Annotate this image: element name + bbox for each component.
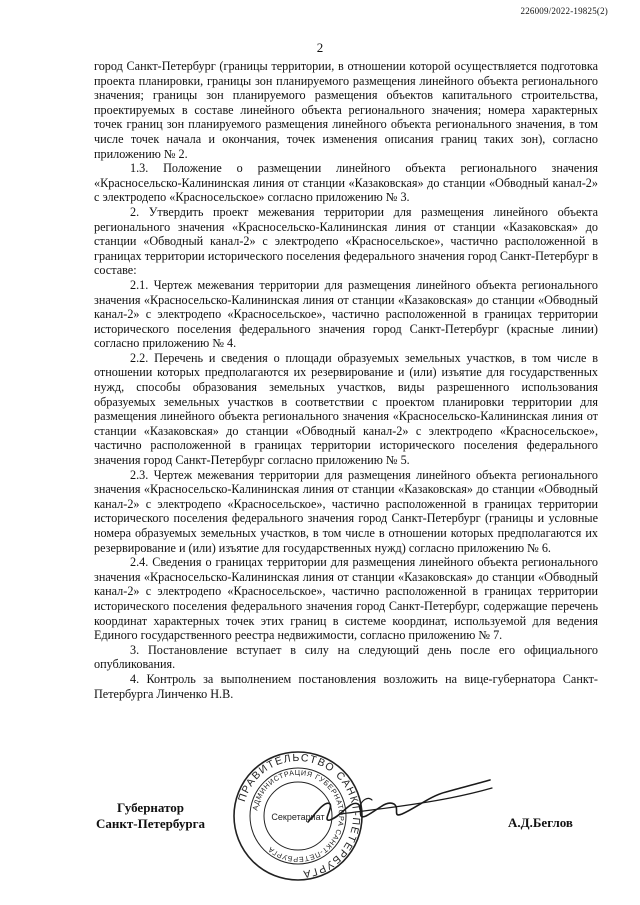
signatory-title-line2: Санкт-Петербурга xyxy=(96,816,205,831)
signatory-title xyxy=(96,800,205,832)
seal-outer-text: ПРАВИТЕЛЬСТВО САНКТ-ПЕТЕРБУРГА xyxy=(236,751,363,880)
paragraph: город Санкт-Петербург (границы территории, в отношении которой осуществляется подготовка проекта планировки, границы зон планируемого размещения линейного объекта регионального значения; границы зон планируемого размещения объектов капитального строительства, проектируемых в составе линейного объекта регионального значения; номера характерных точек границ зон планируемого размещения линейного объекта регионального значения, в том числе точек начала и окончания, точек изменения описания границ таких зон), согласно приложению № 2. xyxy=(94,59,598,161)
paragraph: 2. Утвердить проект межевания территории для размещения линейного объекта регионального значения «Красносельско-Калининская линия от станции «Казаковская» до станции «Обводный канал-2» с электродепо «Красносельское», частично расположенной в границах территории исторического поселения федерального значения город Санкт-Петербург в составе: xyxy=(94,204,598,278)
paragraph: 2.2. Перечень и сведения о площади образуемых земельных участков, в том числе в отношении которых предполагаются их резервирование и (или) изъятие для государственных нужд, способы образования земельных участков, виды разрешенного использования образуемых земельных участков в соответствии с проектом планировки территории для размещения линейного объекта регионального значения «Красносельско-Калининская линия от станции «Казаковская» до станции «Обводный канал-2» с электродепо «Красносельское», частично расположенной в границах территории исторического поселения федерального значения город Санкт-Петербург согласно приложению № 5. xyxy=(94,350,598,468)
seal-center-text: Секретариат xyxy=(271,812,325,822)
paragraph: 2.4. Сведения о границах территории для размещения линейного объекта регионального значения «Красносельско-Калининская линия от станции «Казаковская» до станции «Обводный канал-2» с электродепо «Красносельское», частично расположенной в границах территории исторического поселения федерального значения город Санкт-Петербург, содержащие перечень координат характерных точек этих границ в системе координат, используемой для ведения Единого государственного реестра недвижимости, согласно приложению № 7. xyxy=(94,555,598,643)
paragraph: 4. Контроль за выполнением постановления возложить на вице-губернатора Санкт-Петербурга Линченко Н.В. xyxy=(94,671,598,701)
paragraph: 2.1. Чертеж межевания территории для размещения линейного объекта регионального значения «Красносельско-Калининская линия от станции «Казаковская» до станции «Обводный канал-2» с электродепо «Красносельское», частично расположенной в границах территории исторического поселения федерального значения город Санкт-Петербург (красные линии) согласно приложению № 4. xyxy=(94,277,598,351)
paragraph: 2.3. Чертеж межевания территории для размещения линейного объекта регионального значения «Красносельско-Калининская линия от станции «Казаковская» до станции «Обводный канал-2» с электродепо «Красносельское», частично расположенной в границах территории исторического поселения федерального значения город Санкт-Петербург (границы и условные номера образуемых земельных участков, в том числе в отношении которых предполагаются их резервирование и (или) изъятие для государственных нужд) согласно приложению № 6. xyxy=(94,467,598,555)
paragraph: 1.3. Положение о размещении линейного объекта регионального значения «Красносельско-Калининская линия от станции «Казаковская» до станции «Обводный канал-2» с электродепо «Красносельское» согласно приложению № 3. xyxy=(94,161,598,205)
signatory-title-line1: Губернатор xyxy=(116,800,185,815)
paragraph: 3. Постановление вступает в силу на следующий день после его официального опубликования. xyxy=(94,642,598,672)
handwritten-signature-icon xyxy=(300,770,500,840)
page-number: 2 xyxy=(316,40,324,55)
signatory-name: А.Д.Беглов xyxy=(508,815,573,830)
document-body xyxy=(94,59,598,701)
seal-inner-text: АДМИНИСТРАЦИЯ ГУБЕРНАТОРА САНКТ-ПЕТЕРБУРГА xyxy=(250,767,347,865)
document-number: 226009/2022-19825(2) xyxy=(520,6,608,16)
